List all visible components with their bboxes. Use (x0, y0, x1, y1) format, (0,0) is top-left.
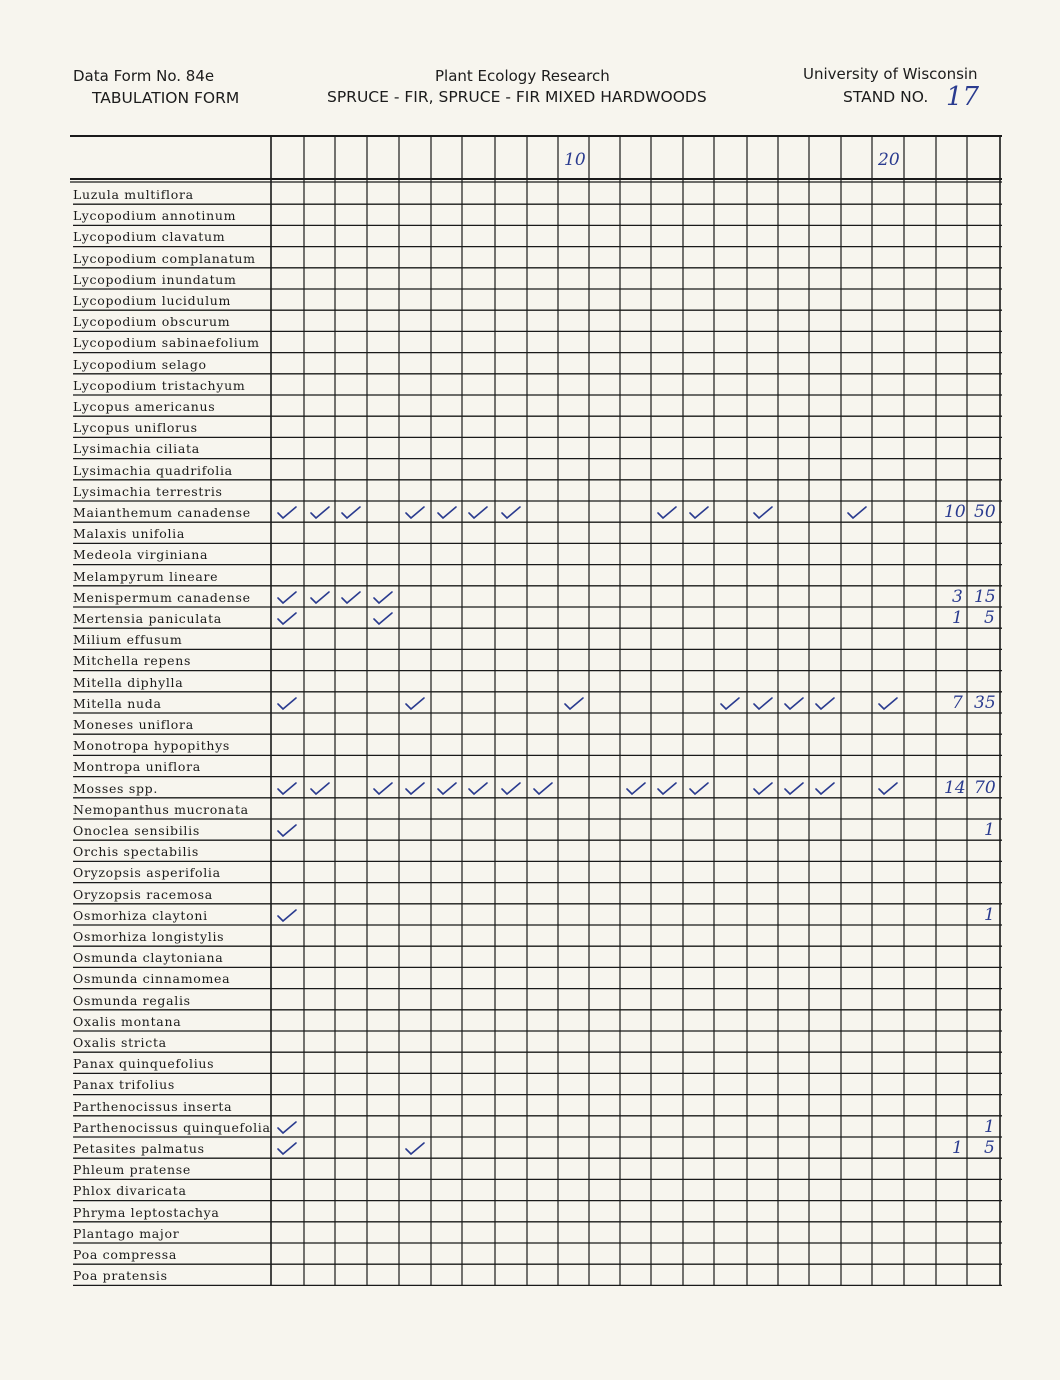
species-name: Nemopanthus mucronata (73, 801, 249, 817)
checkmark-icon (533, 782, 553, 796)
checkmark-icon (310, 506, 330, 520)
species-name: Oxalis stricta (73, 1035, 167, 1050)
percent-frequency: 1 (984, 1116, 995, 1137)
species-name: Parthenocissus quinquefolia (73, 1119, 271, 1135)
species-name: Moneses uniflora (73, 717, 194, 732)
frequency-count: 1 (952, 608, 963, 628)
checkmark-icon (277, 824, 297, 838)
species-name: Mitchella repens (73, 653, 192, 669)
species-name: Malaxis unifolia (73, 526, 186, 542)
percent-frequency: 5 (984, 608, 995, 628)
species-name: Petasites palmatus (73, 1141, 205, 1156)
species-name: Lycopodium complanatum (73, 250, 256, 266)
species-name: Phlox divaricata (73, 1183, 187, 1199)
species-name: Panax trifolius (73, 1077, 175, 1093)
checkmark-icon (405, 697, 425, 711)
species-name: Melampyrum lineare (73, 568, 219, 584)
checkmark-icon (753, 506, 773, 520)
species-name: Poa pratensis (73, 1268, 168, 1284)
checkmark-icon (626, 782, 646, 796)
percent-frequency: 1 (984, 904, 995, 925)
checkmark-icon (310, 782, 330, 796)
checkmark-icon (753, 697, 773, 711)
species-name: Oryzopsis asperifolia (73, 865, 221, 881)
species-name: Medeola virginiana (73, 547, 209, 563)
checkmark-icon (277, 1121, 297, 1135)
checkmark-icon (373, 591, 393, 605)
species-name: Mertensia paniculata (73, 611, 222, 626)
checkmark-icon (815, 697, 835, 711)
checkmark-icon (341, 506, 361, 520)
species-name: Onoclea sensibilis (73, 823, 200, 838)
stand-number-label: STAND NO. (843, 88, 929, 106)
checkmark-icon (437, 782, 457, 796)
species-name: Lycopodium clavatum (73, 229, 226, 245)
species-name: Panax quinquefolius (73, 1056, 215, 1072)
checkmark-icon (373, 612, 393, 626)
checkmark-icon (277, 1142, 297, 1156)
species-name: Montropa uniflora (73, 759, 201, 775)
checkmark-icon (847, 506, 867, 520)
frequency-count: 1 (952, 1138, 963, 1158)
checkmark-icon (468, 506, 488, 520)
species-name: Monotropa hypopithys (73, 738, 231, 754)
species-name: Phleum pratense (73, 1162, 191, 1178)
checkmark-icon (277, 506, 297, 520)
column-number-20: 20 (878, 150, 900, 170)
checkmark-icon (310, 591, 330, 605)
checkmark-icon (689, 782, 709, 796)
checkmark-icon (437, 506, 457, 520)
species-name: Orchis spectabilis (73, 844, 199, 860)
percent-frequency: 15 (974, 586, 996, 607)
checkmark-icon (277, 612, 297, 626)
species-name: Lycopodium sabinaefolium (73, 335, 260, 351)
research-heading: Plant Ecology Research (435, 67, 610, 85)
frequency-count: 7 (952, 692, 963, 713)
stand-number-value: 17 (946, 82, 980, 112)
checkmark-icon (878, 782, 898, 796)
species-name: Lycopodium obscurum (73, 314, 231, 330)
checkmark-icon (277, 697, 297, 711)
species-name: Lycopodium selago (73, 356, 207, 372)
checkmark-icon (405, 782, 425, 796)
species-name: Osmorhiza longistylis (73, 929, 225, 944)
frequency-count: 14 (944, 777, 966, 798)
species-name: Lysimachia ciliata (73, 441, 200, 457)
checkmark-icon (689, 506, 709, 520)
frequency-count: 10 (944, 502, 966, 522)
forest-type-heading: SPRUCE - FIR, SPRUCE - FIR MIXED HARDWOODS (327, 88, 707, 106)
species-name: Lycopodium inundatum (73, 271, 237, 287)
species-name: Mitella diphylla (73, 674, 184, 690)
checkmark-icon (341, 591, 361, 605)
checkmark-icon (277, 909, 297, 923)
species-name: Lycopodium lucidulum (73, 293, 232, 308)
species-name: Osmunda regalis (73, 992, 191, 1008)
checkmark-icon (784, 697, 804, 711)
checkmark-icon (501, 782, 521, 796)
species-name: Oryzopsis racemosa (73, 886, 213, 902)
checkmark-icon (720, 697, 740, 711)
species-name: Mitella nuda (73, 695, 162, 711)
percent-frequency: 1 (984, 820, 995, 840)
checkmark-icon (277, 591, 297, 605)
species-name: Osmunda cinnamomea (73, 971, 231, 987)
column-number-10: 10 (564, 150, 586, 170)
species-name: Poa compressa (73, 1247, 177, 1262)
checkmark-icon (501, 506, 521, 520)
species-name: Plantago major (73, 1225, 180, 1241)
species-name: Oxalis montana (73, 1013, 182, 1029)
percent-frequency: 70 (974, 777, 996, 798)
species-name: Lycopodium annotinum (73, 208, 237, 224)
checkmark-icon (784, 782, 804, 796)
checkmark-icon (878, 697, 898, 711)
checkmark-icon (657, 782, 677, 796)
frequency-count: 3 (952, 586, 963, 607)
checkmark-icon (753, 782, 773, 796)
species-name: Osmorhiza claytoni (73, 907, 208, 923)
species-name: Lycopus americanus (73, 399, 216, 414)
percent-frequency: 50 (974, 502, 996, 522)
species-name: Lysimachia terrestris (73, 483, 223, 499)
species-name: Milium effusum (73, 632, 183, 648)
checkmark-icon (657, 506, 677, 520)
checkmark-icon (277, 782, 297, 796)
checkmark-icon (373, 782, 393, 796)
form-number: Data Form No. 84e (73, 67, 215, 85)
form-title: TABULATION FORM (92, 89, 240, 107)
university-heading: University of Wisconsin (803, 65, 978, 83)
species-name: Phryma leptostachya (73, 1204, 220, 1220)
checkmark-icon (564, 697, 584, 711)
species-name: Lycopodium tristachyum (73, 377, 246, 393)
species-name: Maianthemum canadense (73, 505, 251, 520)
percent-frequency: 35 (974, 692, 996, 713)
species-name: Lysimachia quadrifolia (73, 462, 233, 478)
checkmark-icon (405, 506, 425, 520)
species-name: Mosses spp. (73, 780, 159, 796)
species-name: Menispermum canadense (73, 589, 251, 605)
species-name: Parthenocissus inserta (73, 1098, 233, 1114)
percent-frequency: 5 (984, 1138, 995, 1158)
species-name: Luzula multiflora (73, 187, 194, 202)
species-name: Osmunda claytoniana (73, 950, 224, 966)
species-name: Lycopus uniflorus (73, 420, 198, 436)
checkmark-icon (815, 782, 835, 796)
checkmark-icon (468, 782, 488, 796)
checkmark-icon (405, 1142, 425, 1156)
